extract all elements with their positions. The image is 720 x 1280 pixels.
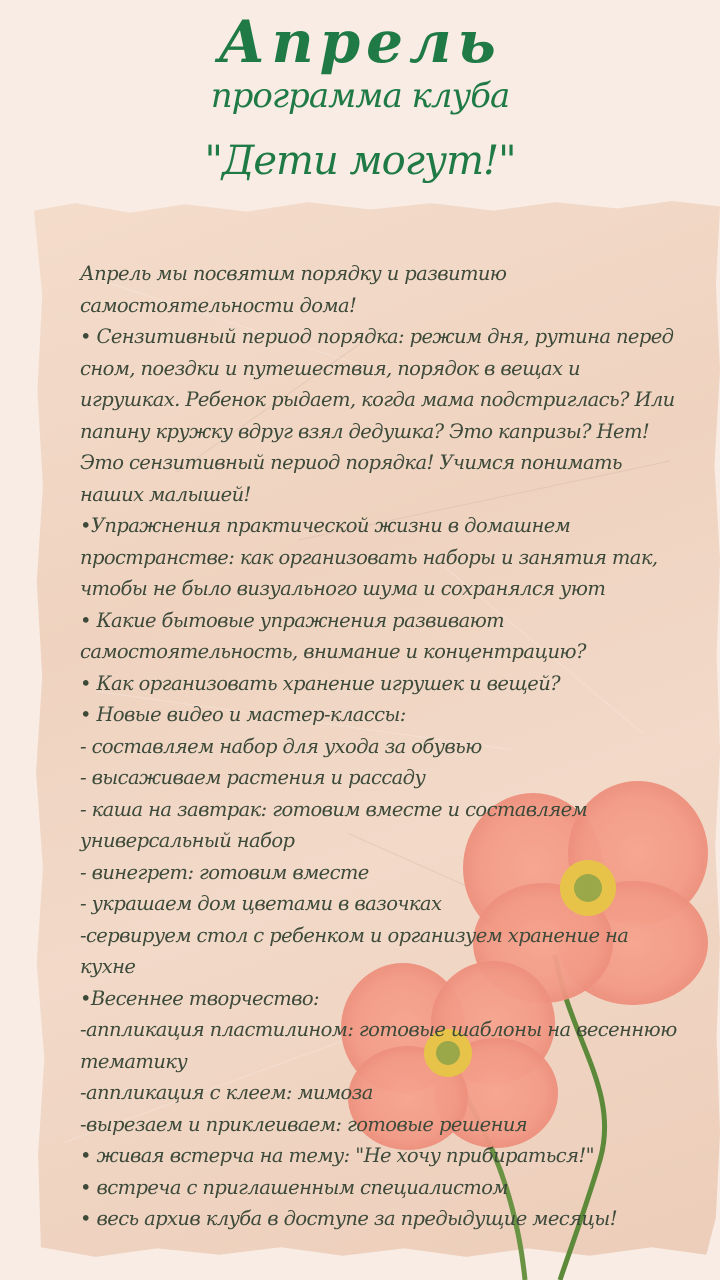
text-line: -аппликация пластилином: готовые шаблоны на весеннюю bbox=[80, 1018, 677, 1041]
text-line: • живая встерча на тему: "Не хочу прибираться!" bbox=[80, 1144, 595, 1167]
page-subtitle: программа клуба bbox=[210, 76, 510, 116]
text-line: пространстве: как организовать наборы и занятия так, bbox=[80, 545, 658, 569]
text-line: -вырезаем и приклеиваем: готовые решения bbox=[80, 1112, 528, 1136]
text-line: Апрель мы посвятим порядку и развитию bbox=[80, 262, 507, 285]
text-line: сном, поездки и путешествия, порядок в вещах и bbox=[80, 356, 580, 380]
text-line: • Как организовать хранение игрушек и вещей? bbox=[80, 671, 561, 695]
text-line: - каша на завтрак: готовим вместе и составляем bbox=[80, 797, 588, 821]
text-line: кухне bbox=[80, 955, 136, 978]
text-line: самостоятельность, внимание и концентрацию? bbox=[80, 640, 586, 663]
text-line: папину кружку вдруг взял дедушка? Это капризы? Нет! bbox=[80, 419, 650, 443]
text-line: - винегрет: готовим вместе bbox=[80, 860, 369, 884]
text-line: - высаживаем растения и рассаду bbox=[80, 766, 426, 789]
text-line: - составляем набор для ухода за обувью bbox=[80, 734, 482, 758]
text-line: • Сензитивный период порядка: режим дня, рутина перед bbox=[80, 325, 674, 348]
text-line: Это сензитивный период порядка! Учимся понимать bbox=[80, 451, 622, 474]
text-line: универсальный набор bbox=[80, 829, 295, 852]
club-name: "Дети могут!" bbox=[204, 138, 516, 184]
text-line: • Новые видео и мастер-классы: bbox=[80, 703, 406, 726]
text-line: - украшаем дом цветами в вазочках bbox=[80, 892, 442, 915]
text-line: наших малышей! bbox=[80, 482, 251, 506]
text-line: •Весеннее творчество: bbox=[80, 986, 320, 1010]
page-title: Апрель bbox=[218, 8, 502, 76]
text-line: • Какие бытовые упражнения развивают bbox=[80, 608, 505, 632]
program-text bbox=[80, 258, 690, 1235]
text-line: • встреча с приглашенным специалистом bbox=[80, 1175, 508, 1199]
text-line: • весь архив клуба в доступе за предыдущие месяцы! bbox=[80, 1207, 617, 1230]
text-line: •Упражнения практической жизни в домашнем bbox=[80, 514, 571, 537]
text-line: -сервируем стол с ребенком и организуем хранение на bbox=[80, 923, 629, 947]
text-line: самостоятельности дома! bbox=[80, 293, 357, 317]
text-line: чтобы не было визуального шума и сохранялся уют bbox=[80, 577, 606, 600]
text-line: тематику bbox=[80, 1049, 188, 1073]
text-line: игрушках. Ребенок рыдает, когда мама подстриглась? Или bbox=[80, 388, 675, 411]
text-line: -аппликация с клеем: мимоза bbox=[80, 1081, 373, 1104]
